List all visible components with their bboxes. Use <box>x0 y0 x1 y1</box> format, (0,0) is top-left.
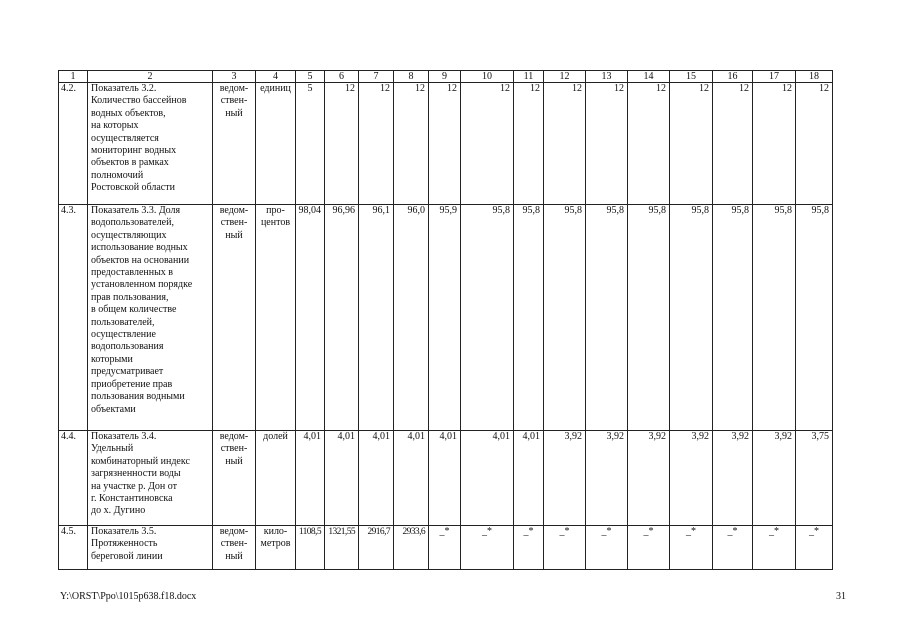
value-cell: 3,92 <box>544 431 586 526</box>
cell-line: пользования водными <box>91 391 185 403</box>
cell-line: ствен- <box>220 443 248 455</box>
cell-line: установленном порядке <box>91 279 193 291</box>
value-cell: 2916,7 <box>359 526 394 570</box>
cell-line: прав пользования, <box>91 291 169 303</box>
cell-line: центов <box>260 217 291 229</box>
value-cell: 4,01 <box>359 431 394 526</box>
value-cell: 95,8 <box>544 205 586 431</box>
cell-line: приобретение прав <box>91 378 173 390</box>
cell-line: ствен- <box>220 538 248 550</box>
value-cell: _* <box>514 526 544 570</box>
column-number-cell: 6 <box>325 71 359 83</box>
cell-line: загрязненности воды <box>91 468 181 480</box>
cell-line: ствен- <box>220 217 248 229</box>
column-number-cell: 8 <box>394 71 429 83</box>
value-cell: 4,01 <box>394 431 429 526</box>
value-cell: 96,1 <box>359 205 394 431</box>
value-cell: _* <box>429 526 461 570</box>
value-cell: 12 <box>429 83 461 205</box>
cell-line: про- <box>266 205 285 216</box>
cell-line: Ростовской области <box>91 182 175 194</box>
column-number-cell: 13 <box>586 71 628 83</box>
cell-line: ный <box>225 550 243 562</box>
row-number-cell: 4.4. <box>59 431 88 526</box>
value-cell: 4,01 <box>429 431 461 526</box>
value-cell: 12 <box>713 83 753 205</box>
value-cell: 3,92 <box>713 431 753 526</box>
cell-line: использование водных <box>91 242 188 254</box>
cell-line: в общем количестве <box>91 304 177 316</box>
value-cell: _* <box>713 526 753 570</box>
value-cell: 12 <box>461 83 514 205</box>
column-number-cell: 5 <box>296 71 325 83</box>
row-number-cell: 4.2. <box>59 83 88 205</box>
value-cell: 4,01 <box>325 431 359 526</box>
cell-line: объектов в рамках <box>91 157 169 169</box>
cell-line: Удельный <box>91 443 134 455</box>
value-cell: 95,8 <box>670 205 713 431</box>
cell-line: Показатель 3.3. Доля <box>91 205 181 216</box>
cell-line: ведом- <box>219 431 249 442</box>
value-cell: 3,92 <box>628 431 670 526</box>
unit-cell <box>256 205 296 431</box>
cell-line: на которых <box>91 120 139 132</box>
cell-line: предоставленных в <box>91 267 174 279</box>
indicator-name-cell <box>88 83 213 205</box>
cell-line: ствен- <box>220 95 248 107</box>
cell-line: объектов на основании <box>91 254 190 266</box>
cell-line: мониторинг водных <box>91 145 177 157</box>
cell-line: пользователей, <box>91 316 155 328</box>
cell-line: единиц <box>260 83 291 94</box>
table-row <box>59 83 833 205</box>
indicator-name-cell <box>88 205 213 431</box>
indicator-name-cell <box>88 431 213 526</box>
column-number-cell: 10 <box>461 71 514 83</box>
value-cell: 95,8 <box>713 205 753 431</box>
column-number-cell: 16 <box>713 71 753 83</box>
value-cell: 12 <box>359 83 394 205</box>
page-number: 31 <box>836 591 846 602</box>
column-number-row <box>59 71 833 83</box>
cell-line: осуществляющих <box>91 229 167 241</box>
column-number-cell: 17 <box>753 71 796 83</box>
column-number-cell: 11 <box>514 71 544 83</box>
value-cell: 95,8 <box>586 205 628 431</box>
value-cell: 96,96 <box>325 205 359 431</box>
cell-line: ный <box>225 107 243 119</box>
cell-line: водопользователей, <box>91 217 174 229</box>
column-number-cell: 7 <box>359 71 394 83</box>
cell-line: полномочий <box>91 169 144 181</box>
source-cell <box>213 205 256 431</box>
table-body <box>59 71 833 570</box>
column-number-cell: 15 <box>670 71 713 83</box>
table-row <box>59 526 833 570</box>
cell-line: которыми <box>91 353 133 365</box>
row-number-cell: 4.3. <box>59 205 88 431</box>
value-cell: _* <box>586 526 628 570</box>
value-cell: 12 <box>586 83 628 205</box>
cell-line: Количество бассейнов <box>91 95 187 107</box>
cell-line: Показатель 3.4. <box>91 431 157 442</box>
column-number-cell: 18 <box>796 71 833 83</box>
value-cell: 3,92 <box>586 431 628 526</box>
cell-line: комбинаторный индекс <box>91 455 190 467</box>
value-cell: 95,8 <box>628 205 670 431</box>
cell-line: осуществляется <box>91 132 159 144</box>
value-cell: 1108,5 <box>296 526 325 570</box>
cell-line: Протяженность <box>91 538 158 550</box>
table-row <box>59 205 833 431</box>
cell-line: на участке р. Дон от <box>91 480 178 492</box>
row-number-cell: 4.5. <box>59 526 88 570</box>
indicator-name-cell <box>88 526 213 570</box>
value-cell: _* <box>753 526 796 570</box>
value-cell: 3,92 <box>670 431 713 526</box>
source-cell <box>213 83 256 205</box>
value-cell: 3,75 <box>796 431 833 526</box>
value-cell: 12 <box>514 83 544 205</box>
value-cell: 95,8 <box>796 205 833 431</box>
value-cell: 12 <box>325 83 359 205</box>
cell-line: ный <box>225 455 243 467</box>
value-cell: 12 <box>628 83 670 205</box>
cell-line: осуществление <box>91 329 156 341</box>
cell-line: долей <box>263 431 288 442</box>
value-cell: _* <box>670 526 713 570</box>
value-cell: 95,8 <box>753 205 796 431</box>
cell-line: до х. Дугино <box>91 505 146 517</box>
cell-line: предусматривает <box>91 366 164 378</box>
value-cell: 5 <box>296 83 325 205</box>
cell-line: ведом- <box>219 205 249 216</box>
value-cell: 12 <box>394 83 429 205</box>
column-number-cell: 1 <box>59 71 88 83</box>
unit-cell <box>256 83 296 205</box>
value-cell: 12 <box>544 83 586 205</box>
unit-cell <box>256 526 296 570</box>
column-number-cell: 3 <box>213 71 256 83</box>
indicators-table <box>58 70 833 570</box>
value-cell: 98,04 <box>296 205 325 431</box>
unit-cell <box>256 431 296 526</box>
column-number-cell: 12 <box>544 71 586 83</box>
cell-line: ный <box>225 229 243 241</box>
value-cell: 95,8 <box>514 205 544 431</box>
cell-line: объектами <box>91 403 136 415</box>
value-cell: 95,8 <box>461 205 514 431</box>
value-cell: 4,01 <box>514 431 544 526</box>
value-cell: _* <box>461 526 514 570</box>
value-cell: 4,01 <box>461 431 514 526</box>
value-cell: 12 <box>670 83 713 205</box>
source-cell <box>213 526 256 570</box>
cell-line: Показатель 3.5. <box>91 526 157 537</box>
column-number-cell: 14 <box>628 71 670 83</box>
cell-line: береговой линии <box>91 550 163 562</box>
table-row <box>59 431 833 526</box>
value-cell: 1321,55 <box>325 526 359 570</box>
value-cell: 12 <box>753 83 796 205</box>
cell-line: кило- <box>263 526 288 537</box>
cell-line: ведом- <box>219 526 249 537</box>
cell-line: г. Константиновска <box>91 493 173 505</box>
value-cell: _* <box>796 526 833 570</box>
column-number-cell: 4 <box>256 71 296 83</box>
column-number-cell: 9 <box>429 71 461 83</box>
column-number-cell: 2 <box>88 71 213 83</box>
value-cell: 12 <box>796 83 833 205</box>
cell-line: водопользования <box>91 341 164 353</box>
value-cell: 2933,6 <box>394 526 429 570</box>
cell-line: ведом- <box>219 83 249 94</box>
cell-line: водных объектов, <box>91 107 166 119</box>
value-cell: 3,92 <box>753 431 796 526</box>
value-cell: 96,0 <box>394 205 429 431</box>
cell-line: Показатель 3.2. <box>91 83 157 94</box>
value-cell: _* <box>544 526 586 570</box>
file-path: Y:\ORST\Ppo\1015p638.f18.docx <box>60 591 197 602</box>
value-cell: _* <box>628 526 670 570</box>
source-cell <box>213 431 256 526</box>
value-cell: 95,9 <box>429 205 461 431</box>
cell-line: метров <box>260 538 291 550</box>
value-cell: 4,01 <box>296 431 325 526</box>
